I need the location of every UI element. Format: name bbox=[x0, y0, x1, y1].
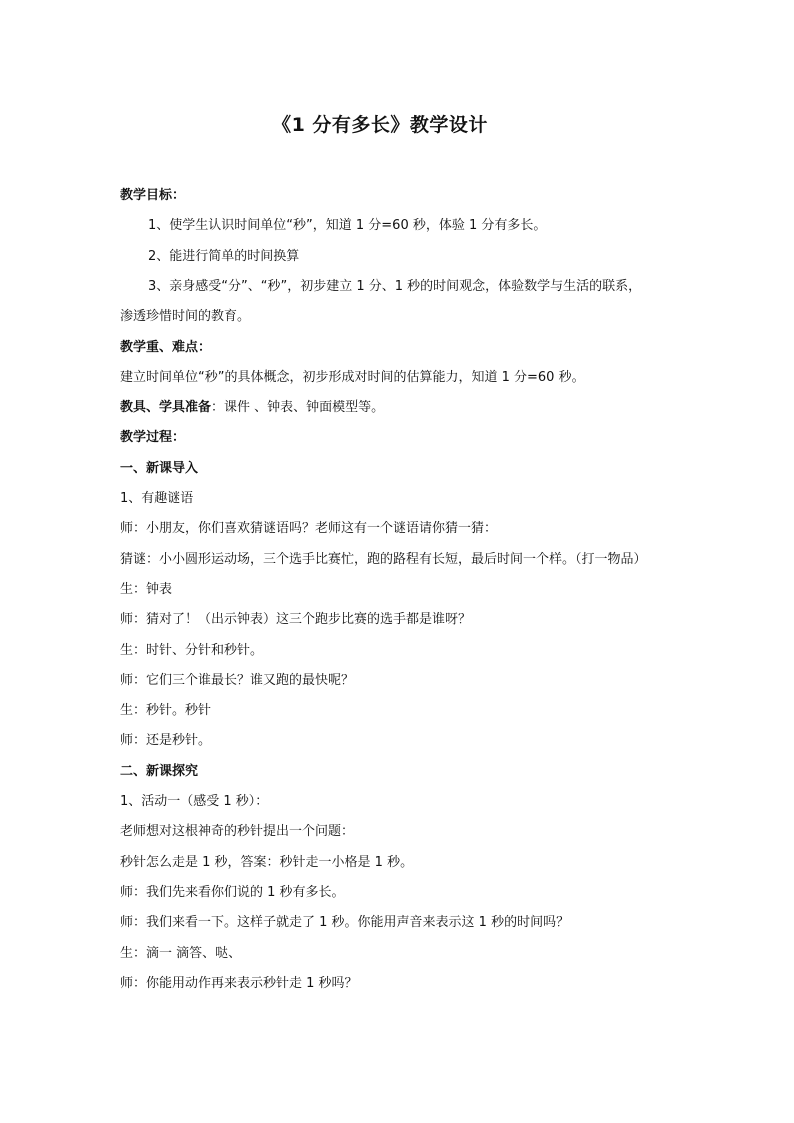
text-line: 师：我们先来看你们说的 1 秒有多长。 bbox=[120, 884, 345, 900]
text-line: 生：秒针。秒针 bbox=[120, 703, 212, 719]
text-line: 生：钟表 bbox=[120, 581, 173, 597]
section-heading: 教学目标： bbox=[120, 188, 186, 203]
text-line: 师：它们三个谁最长？谁又跑的最快呢？ bbox=[120, 672, 355, 688]
text-line: 师：小朋友，你们喜欢猜谜语吗？老师这有一个谜语请你猜一猜： bbox=[120, 521, 498, 537]
text-line: 3、亲身感受“分”、“秒”，初步建立 1 分、1 秒的时间观念，体验数学与生活的联系， bbox=[148, 278, 642, 294]
text-line: 渗透珍惜时间的教育。 bbox=[120, 309, 251, 325]
text-line: 师：还是秒针。 bbox=[120, 733, 212, 749]
text-line: 1、有趣谜语 bbox=[120, 491, 194, 506]
text-line: 1、活动一（感受 1 秒）： bbox=[120, 794, 269, 809]
text-line: 生：时针、分针和秒针。 bbox=[120, 642, 264, 658]
text-line: 建立时间单位“秒”的具体概念，初步形成对时间的估算能力，知道 1 分=60 秒。 bbox=[120, 369, 585, 385]
text-line: 生：滴一 滴答、哒、 bbox=[120, 945, 242, 961]
text-line: 2、能进行简单的时间换算 bbox=[148, 248, 300, 264]
section-heading: 一、新课导入 bbox=[120, 460, 199, 476]
text-line: 1、使学生认识时间单位“秒”，知道 1 分=60 秒，体验 1 分有多长。 bbox=[148, 218, 547, 234]
text-line: 秒针怎么走是 1 秒，答案：秒针走一小格是 1 秒。 bbox=[120, 854, 414, 870]
text-line: 猜谜：小小圆形运动场，三个选手比赛忙，跑的路程有长短，最后时间一个样。（打一物品） bbox=[120, 551, 647, 567]
section-heading: 二、新课探究 bbox=[120, 763, 199, 779]
text-line bbox=[120, 399, 690, 417]
text-line: 师：你能用动作再来表示秒针走 1 秒吗？ bbox=[120, 975, 358, 991]
document-title: 《1 分有多长》教学设计 bbox=[272, 114, 488, 136]
section-heading: 教学重、难点： bbox=[120, 339, 212, 355]
text-line: 师：我们来看一下。这样子就走了 1 秒。你能用声音来表示这 1 秒的时间吗？ bbox=[120, 915, 570, 931]
prep-text: ：课件 、钟表、钟面模型等。 bbox=[211, 400, 385, 416]
prep-label: 教具、学具准备 bbox=[120, 400, 212, 416]
section-heading: 教学过程： bbox=[120, 430, 186, 446]
text-line: 老师想对这根神奇的秒针提出一个问题： bbox=[120, 824, 355, 840]
text-line: 师：猜对了！（出示钟表）这三个跑步比赛的选手都是谁呀？ bbox=[120, 612, 472, 628]
